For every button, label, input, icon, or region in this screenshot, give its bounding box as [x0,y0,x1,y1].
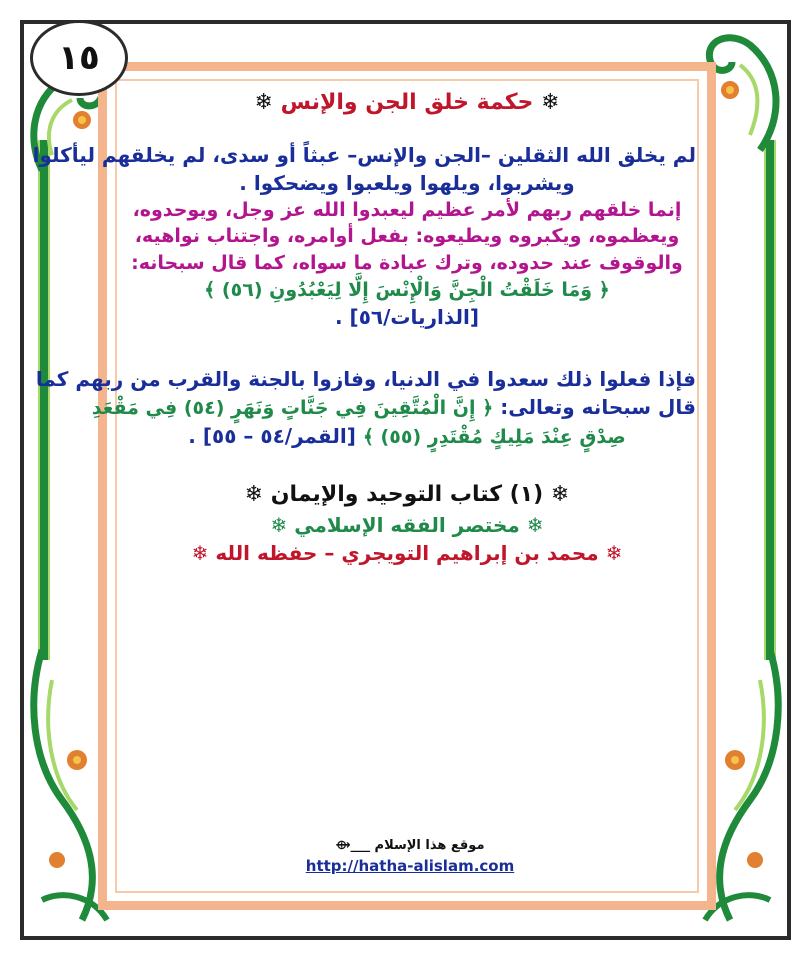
verse2-ref: [القمر/٥٤ – ٥٥] . [188,423,363,448]
right-green-bar [764,140,776,660]
snowflake-icon: ❄ [605,541,623,566]
page-number: ١٥ [30,20,128,96]
snowflake-icon: ❄ [270,513,288,538]
left-green-bar [38,140,50,660]
snowflake-icon: ❄ [254,90,273,115]
paragraph2-line2: ويعظموه، ويكبروه ويطيعوه: بفعل أوامره، واجتناب نواهيه، [134,225,680,248]
snowflake-icon: ❄ [191,541,209,566]
snowflake-icon: ❄ [541,90,560,115]
book-line3 [118,539,696,567]
title-text: حكمة خلق الجن والإنس [280,90,534,115]
book-subtitle: مختصر الفقه الإسلامي [294,513,520,538]
book-line1 [118,480,696,511]
book-author: محمد بن إبراهيم التويجري – حفظه الله [215,541,599,566]
paragraph2-line1: إنما خلقهم ربهم لأمر عظيم ليعبدوا الله عز وجل، ويوحدوه، [132,198,682,221]
page-title [118,88,696,119]
content [32,82,696,567]
paragraph2-line3: والوقوف عند حدوده، وترك عبادة ما سواه، كما قال سبحانه: [131,251,683,274]
verse1-text: ﴿ وَمَا خَلَقْتُ الْجِنَّ وَالْإِنْسَ إِلَّا لِيَعْبُدُونِ (٥٦) ﴾ [204,278,610,301]
paragraph3-line2 [91,393,696,422]
snowflake-icon: ❄ [526,513,544,538]
paragraph1-line1: لم يخلق الله الثقلين –الجن والإنس– عبثاً أو سدى، لم يخلقهم ليأكلوا [32,142,696,167]
site-label: موقع هذا الإسلام ___⟴ [335,838,485,853]
snowflake-icon: ❄ [550,482,570,508]
book-line2 [118,511,696,539]
snowflake-icon: ❄ [244,482,264,508]
verse2-part2: صِدْقٍ عِنْدَ مَلِيكٍ مُقْتَدِرٍ (٥٥) ﴾ [362,425,626,448]
footer [200,838,620,875]
paragraph3-lead: قال سبحانه وتعالى: [493,395,696,420]
site-url-link[interactable]: http://hatha-alislam.com [305,857,515,875]
paragraph3-line3 [118,422,696,451]
verse1-ref: [الذاريات/٥٦] . [335,305,479,330]
paragraph1-line2: ويشربوا، ويلهوا ويلعبوا ويضحكوا . [239,170,575,195]
book-title: (١) كتاب التوحيد والإيمان [270,482,544,508]
verse2-part1: ﴿ إِنَّ الْمُتَّقِينَ فِي جَنَّاتٍ وَنَهَرٍ (٥٤) فِي مَقْعَدِ [91,397,494,420]
paragraph3-line1: فإذا فعلوا ذلك سعدوا في الدنيا، وفازوا بالجنة والقرب من ربهم كما [35,367,696,392]
